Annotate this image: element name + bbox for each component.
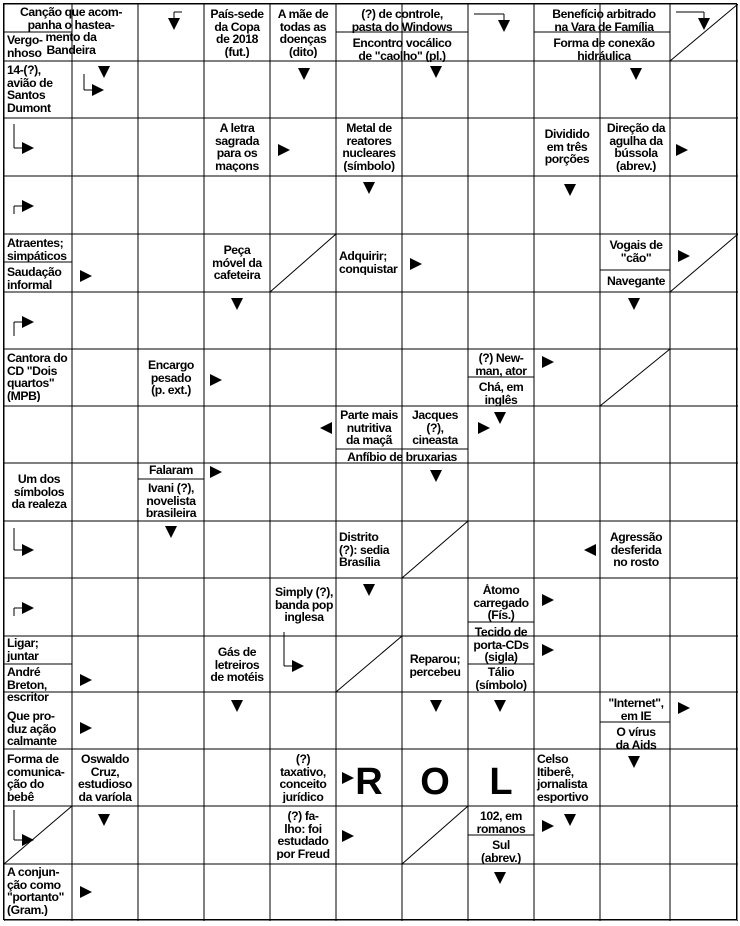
- clue-parte-nutritiva-maca: Parte mais nutritiva da maçã: [340, 409, 398, 447]
- clue-ligar-juntar: Ligar; juntar: [7, 637, 39, 663]
- arrow-right-icon: [210, 466, 222, 478]
- clue-simbolo-realeza: Um dos símbolos da realeza: [11, 473, 67, 511]
- arrow-down-icon: [165, 526, 177, 538]
- arrow-right-icon: [278, 144, 290, 156]
- arrow-down-icon: [298, 68, 310, 80]
- clue-acao-calmante: Que pro- duz ação calmante: [7, 710, 57, 748]
- arrow-down-icon: [98, 814, 110, 826]
- solution-letter-l: L: [489, 761, 513, 803]
- arrow-down-icon: [231, 700, 243, 712]
- arrow-down-icon: [628, 756, 640, 768]
- solution-letter-r: R: [355, 761, 383, 803]
- clue-virus-aids: O vírus da Aids: [615, 726, 657, 752]
- clue-agressao-rosto: Agressão desferida no rosto: [609, 531, 663, 569]
- blocked-cell-diagonal: [600, 349, 670, 406]
- clue-internet-ie: "Internet", em IE: [608, 697, 664, 723]
- arrow-right-icon: [542, 594, 554, 606]
- clue-tecido-porta-cds: Tecido de porta-CDs (sigla): [473, 626, 529, 664]
- clue-gas-letreiros: Gás de letreiros de motéis: [210, 646, 264, 684]
- bent-arrow-down-icon: [168, 18, 180, 30]
- arrow-right-icon: [676, 144, 688, 156]
- arrow-right-icon: [478, 422, 490, 434]
- arrow-down-icon: [630, 68, 642, 80]
- clue-saudacao-informal: Saudação informal: [7, 266, 62, 292]
- arrow-right-icon: [342, 830, 354, 842]
- clue-taxativo: (?) taxativo, conceito jurídico: [279, 753, 327, 804]
- blocked-cell-diagonal: [402, 806, 468, 864]
- bent-arrow-down-icon: [498, 20, 510, 32]
- clue-conexao-hidraulica: Forma de conexão hidráulica: [553, 37, 655, 63]
- clue-anfibio-bruxarias: Anfíbio de bruxarias: [347, 451, 457, 464]
- bent-arrow-right-icon: [92, 84, 104, 96]
- arrow-right-icon: [80, 886, 92, 898]
- clue-ivani-novelista: Ivani (?), novelista brasileira: [145, 482, 197, 520]
- clue-encontro-vocalico: Encontro vocálico de "caolho" (pl.): [352, 37, 452, 63]
- clue-encargo-pesado: Encargo pesado (p. ext.): [148, 359, 194, 397]
- arrow-right-icon: [678, 250, 690, 262]
- clue-navegante: Navegante: [606, 275, 666, 288]
- arrow-left-icon: [584, 544, 596, 556]
- clue-oswaldo-cruz: Oswaldo Cruz, estudioso da varíola: [78, 753, 132, 804]
- arrow-down-icon: [430, 66, 442, 78]
- clue-jacques-cineasta: Jacques (?), cineasta: [412, 409, 458, 447]
- bent-arrow-right-icon: [22, 316, 34, 328]
- bent-arrow-right-icon: [22, 142, 34, 154]
- clue-atomo-carregado: Átomo carregado (Fís.): [473, 584, 529, 622]
- arrow-right-icon: [410, 258, 422, 270]
- clue-pais-sede-copa: País-sede da Copa de 2018 (fut.): [210, 8, 264, 59]
- arrow-right-icon: [80, 270, 92, 282]
- bent-arrow-down-icon: [698, 18, 710, 30]
- arrow-down-icon: [494, 700, 506, 712]
- arrow-down-icon: [628, 298, 640, 310]
- crossword-grid: [3, 3, 737, 920]
- blocked-cell-diagonal: [402, 521, 468, 578]
- arrow-right-icon: [678, 702, 690, 714]
- arrow-down-icon: [564, 814, 576, 826]
- clue-newman-ator: (?) New- man, ator: [475, 352, 527, 378]
- clue-falaram: Falaram: [149, 464, 193, 477]
- clue-andre-breton: André Breton, escritor: [7, 666, 49, 704]
- clue-102-romanos: 102, em romanos: [476, 810, 526, 836]
- clue-distrito-brasilia: Distrito (?): sedia Brasília: [339, 531, 390, 569]
- clue-beneficio-vara-familia: Benefício arbitrado na Vara de Família: [552, 8, 656, 34]
- blocked-cell-diagonal: [336, 636, 402, 692]
- bent-arrow-right-icon: [22, 544, 34, 556]
- arrow-down-icon: [98, 66, 110, 78]
- arrow-down-icon: [564, 184, 576, 196]
- clue-mae-das-doencas: A mãe de todas as doenças (dito): [277, 8, 329, 59]
- arrow-right-icon: [542, 644, 554, 656]
- arrow-right-icon: [80, 674, 92, 686]
- clue-metal-reatores: Metal de reatores nucleares (símbolo): [342, 122, 396, 173]
- arrow-down-icon: [494, 872, 506, 884]
- clue-letra-sagrada: A letra sagrada para os maçons: [215, 122, 259, 173]
- clue-simply-banda: Simply (?), banda pop inglesa: [274, 586, 333, 624]
- clue-cha-ingles: Chá, em inglês: [478, 381, 524, 407]
- arrow-down-icon: [430, 470, 442, 482]
- bent-arrow-right-icon: [22, 200, 34, 212]
- arrow-right-icon: [210, 374, 222, 386]
- arrow-down-icon: [494, 412, 506, 424]
- clue-celso-itibere: Celso Itiberê, jornalista esportivo: [537, 753, 589, 804]
- clue-ato-falho: (?) fa- lho: foi estudado por Freud: [276, 810, 330, 861]
- clue-sul-abrev: Sul (abrev.): [481, 839, 521, 865]
- clue-painel-de-controle: (?) de controle, pasta do Windows: [351, 8, 453, 34]
- arrow-down-icon: [430, 700, 442, 712]
- solution-letter-o: O: [420, 761, 450, 803]
- arrow-left-icon: [320, 422, 332, 434]
- clue-conjuncao-portanto: A conjun- ção como "portanto" (Gram.): [7, 866, 64, 917]
- arrow-down-icon: [363, 584, 375, 596]
- arrow-right-icon: [542, 820, 554, 832]
- bent-arrow-right-icon: [22, 602, 34, 614]
- arrow-right-icon: [542, 356, 554, 368]
- arrow-down-icon: [231, 298, 243, 310]
- clue-talio-simbolo: Tálio (símbolo): [475, 666, 527, 692]
- clue-comunicacao-bebe: Forma de comunica- ção do bebê: [7, 753, 65, 804]
- clue-peca-cafeteira: Peça móvel da cafeteira: [212, 244, 262, 282]
- bent-arrow-right-icon: [22, 834, 34, 846]
- clue-adquirir: Adquirir; conquistar: [339, 250, 398, 276]
- arrow-down-icon: [363, 182, 375, 194]
- clue-dividido-tres: Dividido em três porções: [544, 128, 590, 166]
- bent-arrow-right-icon: [292, 660, 304, 672]
- clue-cancao-hasteamento: Canção que acom- panha o hastea- mento da Bandeira: [20, 6, 122, 57]
- clue-14-aviao: 14-(?), avião de Santos Dumont: [7, 64, 53, 115]
- blocked-cell-diagonal: [670, 234, 738, 292]
- clue-vogais-cao: Vogais de "cão": [609, 239, 663, 265]
- clue-vergonhoso: Vergo- nhoso: [7, 34, 43, 60]
- clue-atraentes: Atraentes; simpáticos: [7, 237, 67, 263]
- blocked-cell-diagonal: [270, 234, 336, 292]
- clue-direcao-agulha: Direção da agulha da bússola (abrev.): [606, 122, 666, 173]
- clue-cantora-dois-quartos: Cantora do CD "Dois quartos" (MPB): [7, 352, 68, 403]
- arrow-right-icon: [80, 722, 92, 734]
- clue-reparou: Reparou; percebeu: [409, 653, 461, 679]
